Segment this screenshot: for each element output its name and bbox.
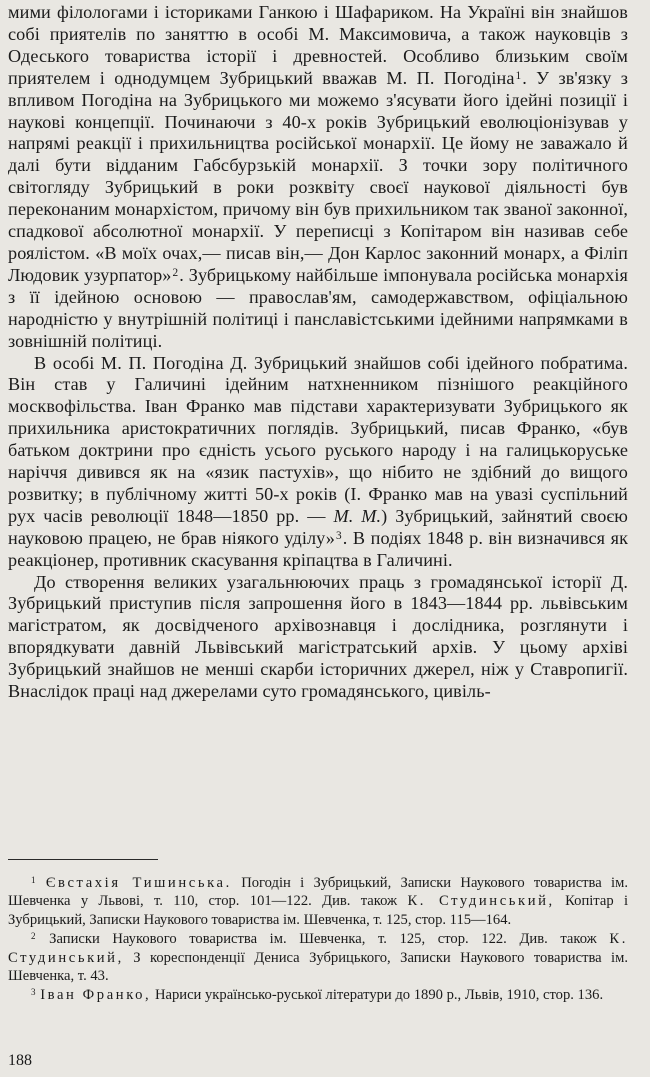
- page-number: 188: [8, 1052, 32, 1069]
- footnote-ref-2[interactable]: 2: [172, 266, 179, 279]
- footnotes: [8, 874, 628, 1006]
- paragraph-2-part-2: ) Зубрицький, зайнятий своєю науковою працею, не брав ніякого уділу»: [8, 505, 628, 548]
- paragraph-1: [8, 2, 628, 353]
- footnote-number: 1: [31, 874, 36, 885]
- footnote-2: [8, 930, 628, 985]
- paragraph-2: [8, 353, 628, 572]
- footnote-number: 3: [31, 987, 36, 998]
- paragraph-3: До створення великих узагальнюючих праць з громадянської історії Д. Зубрицький приступив після запрошення його в 1843—1844 рр. львівським магістратом, як досвідченого архівознавця і дослідника, розглянути і впорядкувати давній Львівський магістратський архів. У цьому архіві Зубрицький знайшов не менші скарби історичних джерел, ніж у Ставропигії. Внаслідок праці над джерелами суто громадянського, цивіль-: [8, 571, 628, 702]
- paragraph-1-part-3: . Зубрицькому найбільше імпонувала російська монархія з її ідейною основою — православ'ям, самодержавством, офіціальною народністю у внутрішній політиці і панславістськими ідейними напрямками в зовнішній політиці.: [8, 264, 628, 351]
- footnote-divider: [8, 859, 158, 860]
- footnote-ref-3[interactable]: 3: [336, 529, 342, 542]
- footnote-text: Копітар і Зубрицький, Записки Наукового товариства ім. Шевченка, т. 125, стор. 115—164.: [8, 893, 629, 928]
- footnote-number: 2: [31, 931, 36, 942]
- paragraph-1-part-1: мими філологами і істориками Ганкою і Шафариком. На Україні він знайшов собі приятелів по заняттю в особі М. Максимовича, а також науковців з Одеського товариства історії і древностей. Особливо близьким своїм приятелем і однодумцем Зубрицький вважав М. П. Погодіна: [8, 2, 628, 88]
- footnote-author: Євстахія Тишинська.: [45, 875, 232, 891]
- paragraph-2-part-1: В особі М. П. Погодіна Д. Зубрицький знайшов собі ідейного побратима. Він став у Галичині ідейним натхненником пізнішого реакційного москвофільства. Іван Франко мав підстави характеризувати Зубрицького як прихильника аристократичних поглядів. Зубрицький, писав Франко, «був батьком доктрини про єдність усього руського народу і на галицькоруське наріччя дивився як на «язик пастухів», що нібито не здібний до вищого розвитку; в публічному житті 50-х років (І. Франко мав на увазі суспільний рух часів революції 1848—1850 рр. —: [8, 352, 628, 526]
- footnote-author: К. Студинський,: [407, 893, 555, 910]
- main-text: [8, 2, 628, 703]
- footnote-1: [8, 874, 628, 929]
- footnote-text: Записки Наукового товариства ім. Шевченка, т. 125, стор. 122. Див. також: [49, 931, 597, 948]
- footnote-author: Іван Франко,: [40, 987, 152, 1004]
- book-page: [8, 2, 628, 1074]
- footnote-text: Нариси українсько-руської літератури до 1890 р., Львів, 1910, стор. 136.: [154, 987, 604, 1004]
- footnote-text: Погодін і Зубрицький, Записки Наукового товариства ім. Шевченка у Львові, т. 110, стор. 101—122. Див. також: [8, 875, 628, 910]
- editor-initials: М. М.: [333, 505, 382, 526]
- paragraph-2-part-3: . В подіях 1848 р. він визначився як реакціонер, противник скасування кріпацтва в Галичині.: [8, 527, 629, 570]
- paragraph-1-part-2: . У зв'язку з впливом Погодіна на Зубрицького ми можемо з'ясувати його ідейні позиції і наукові концепції. Починаючи з 40-х років Зубрицький еволюціонізував у напрямі реакції і прихильництва російської монархії. Це йому не заважало й далі бути відданим Габсбурзькій монархії. З точки зору політичного світогляду Зубрицький в роки розквіту своєї наукової діяльності був переконаним монархістом, причому він був прихильником так званої законної, спадкової абсолютної монархії. У переписці з Копітаром він називав себе роялістом. «В моїх очах,— писав він,— Дон Карлос законний монарх, а Філіп Людовик узурпатор»: [8, 67, 628, 285]
- footnote-3: [8, 986, 628, 1004]
- footnote-text: З кореспонденції Дениса Зубрицького, Записки Наукового товариства ім. Шевченка, т. 43.: [8, 949, 628, 985]
- footnote-ref-1[interactable]: 1: [515, 69, 522, 82]
- footnote-author: К. Студинський,: [8, 931, 629, 966]
